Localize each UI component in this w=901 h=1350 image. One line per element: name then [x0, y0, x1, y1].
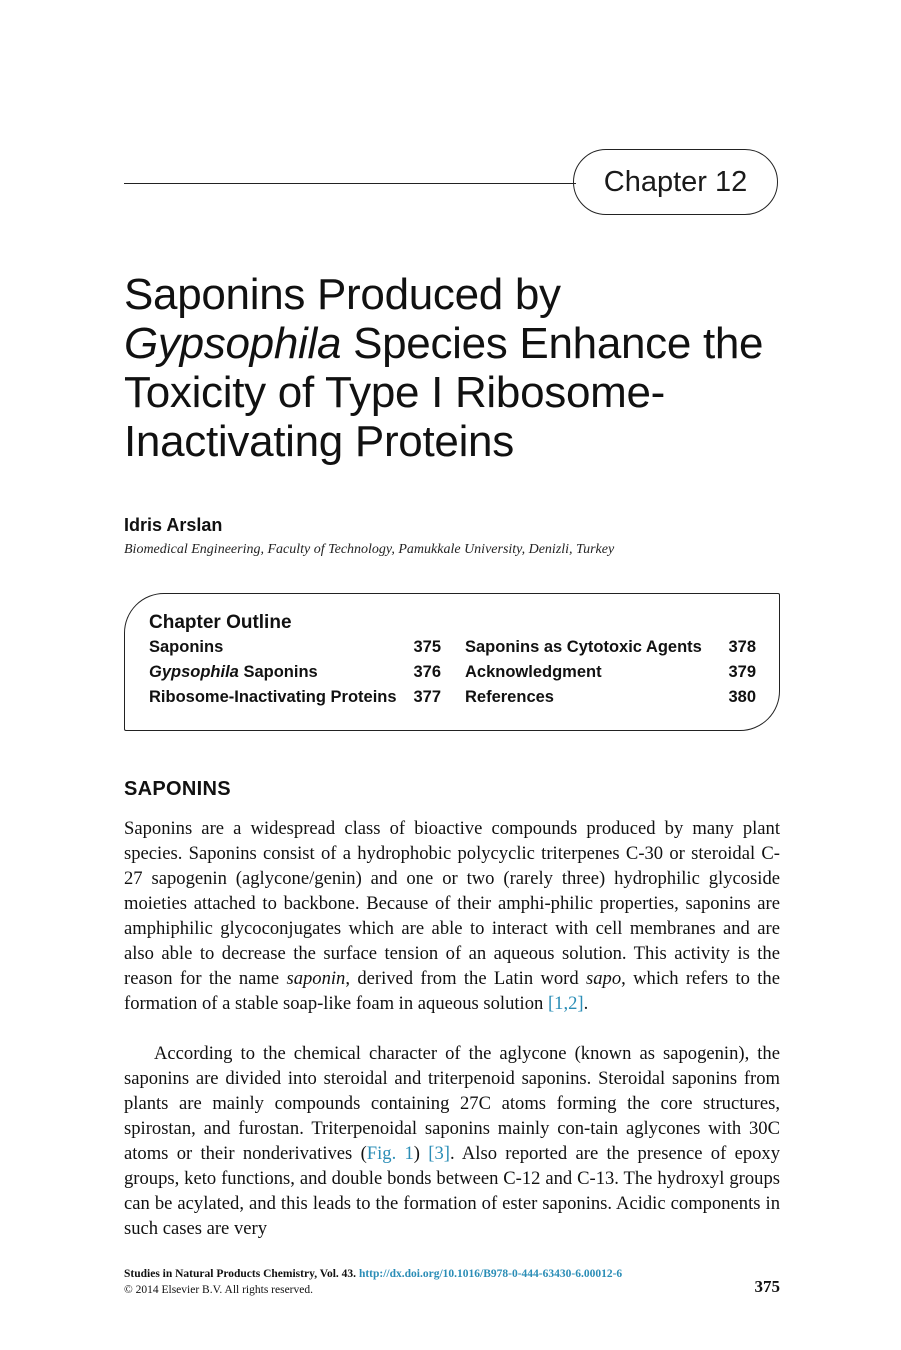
outline-item-saponins[interactable] [149, 638, 223, 657]
outline-item-page: 377 [413, 688, 441, 706]
doi-link[interactable]: http://dx.doi.org/10.1016/B978-0-444-63430-6.00012-6 [358, 1268, 623, 1280]
footer-journal: Studies in Natural Products Chemistry, Vol. 43. [124, 1268, 357, 1280]
title-line-3: Toxicity of Type I Ribosome- [124, 368, 665, 417]
outline-item-label: Saponins [238, 663, 318, 681]
citation-link[interactable]: [1,2] [547, 993, 584, 1014]
section-heading: SAPONINS [124, 778, 231, 800]
page-number: 375 [754, 1277, 780, 1296]
paragraph-text: . Also reported are the presence of epoxy groups, keto functions, and double bonds between C-12 and C-13. The hydroxyl groups can be acylated, and this leads to the formation of ester saponins. Acidic components in such cases are very [124, 1143, 781, 1239]
author-affiliation: Biomedical Engineering, Faculty of Technology, Pamukkale University, Denizli, Turkey [124, 542, 615, 557]
outline-heading: Chapter Outline [149, 612, 292, 633]
chapter-title [124, 270, 804, 466]
author-name: Idris Arslan [124, 515, 223, 535]
outline-item-label: References [465, 688, 554, 706]
outline-item-page: 380 [728, 688, 756, 706]
body-paragraph-2 [124, 1041, 780, 1241]
outline-item-page: 376 [413, 663, 441, 681]
paragraph-text: , derived from the Latin word [345, 968, 586, 989]
title-line-4: Inactivating Proteins [124, 417, 514, 466]
outline-item-genus: Gypsophila [149, 663, 239, 681]
outline-item-acknowledgment[interactable] [465, 663, 602, 682]
outline-item-saponins-cytotoxic[interactable] [465, 638, 702, 657]
outline-item-label: Saponins [149, 638, 224, 656]
outline-item-references[interactable] [465, 688, 554, 707]
outline-item-page: 378 [728, 638, 756, 656]
chapter-rule [124, 183, 576, 184]
paragraph-text: According to the chemical character of the aglycone (known as sapogenin), the saponins are divided into steroidal and triterpenoid saponins. Steroidal saponins from plants are mainly compounds containing 27C atoms forming the core structures, spirostan, and furostan. Triterpenoidal saponins mainly con-tain aglycones with 30C atoms or their nonderivatives ( [124, 1043, 780, 1164]
paragraph-text: ) [413, 1143, 429, 1164]
body-paragraph-1 [124, 816, 780, 1016]
title-genus: Gypsophila [124, 319, 342, 368]
citation-link[interactable]: [3] [428, 1143, 450, 1164]
chapter-label: Chapter 12 [603, 165, 748, 198]
outline-item-label: Saponins as Cytotoxic Agents [465, 638, 702, 656]
title-line-1: Saponins Produced by [124, 270, 561, 319]
outline-item-label: Ribosome-Inactivating Proteins [149, 688, 397, 706]
chapter-badge [573, 149, 778, 215]
page-footer [124, 1266, 622, 1298]
paragraph-text: Saponins are a widespread class of bioactive compounds produced by many plant species. Saponins consist of a hydrophobic polycyclic triterpenes C-30 or steroidal C-27 sapogenin (aglycone/genin) and one or two (rarely three) hydrophilic glycoside moieties attached to backbone. Because of their amphi-philic properties, saponins are amphiphilic glycoconjugates which are able to interact with cell membranes and are also able to decrease the surface tension of an aqueous solution. This activity is the reason for the name [124, 818, 780, 989]
outline-item-ribosome-inactivating-proteins[interactable] [149, 688, 397, 707]
outline-item-page: 379 [728, 663, 756, 681]
emphasis-term: sapo [585, 968, 622, 989]
paragraph-text: , which refers to the formation of a stable soap-like foam in aqueous solution [124, 968, 780, 1014]
outline-item-gypsophila-saponins[interactable] [149, 663, 318, 682]
emphasis-term: saponin [286, 968, 346, 989]
outline-item-label: Acknowledgment [465, 663, 602, 681]
paragraph-text: . [583, 993, 589, 1014]
footer-copyright: © 2014 Elsevier B.V. All rights reserved. [124, 1284, 313, 1296]
figure-link[interactable]: Fig. 1 [366, 1143, 414, 1164]
title-line-2: Species Enhance the [341, 319, 764, 368]
outline-item-page: 375 [413, 638, 441, 656]
